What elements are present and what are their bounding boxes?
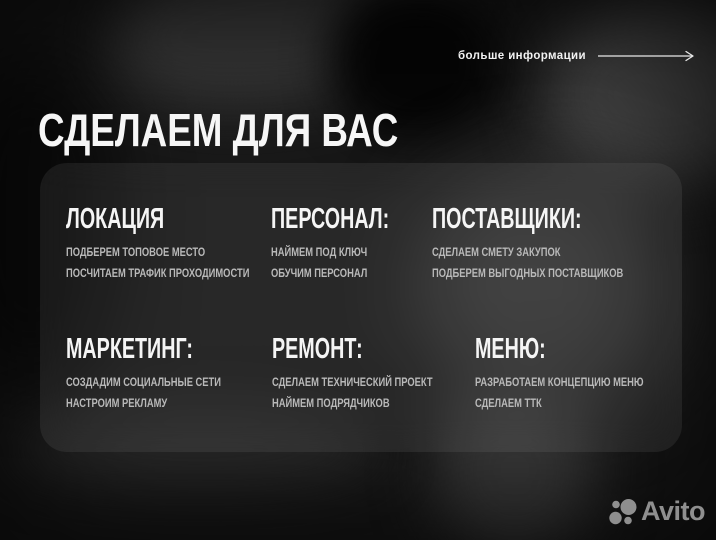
service-title: ПЕРСОНАЛ: [271,203,390,235]
service-line: ОБУЧИМ ПЕРСОНАЛ [271,266,368,280]
service-block-marketing [66,334,265,414]
service-line: ПОДБЕРЕМ ТОПОВОЕ МЕСТО [66,245,206,259]
service-line: НАЙМЕМ ПОД КЛЮЧ [271,245,368,259]
service-line: ПОДБЕРЕМ ВЫГОДНЫХ ПОСТАВЩИКОВ [432,266,624,280]
service-title: МАРКЕТИНГ: [66,333,193,365]
service-title: МЕНЮ: [475,333,546,365]
background-shape [545,5,716,185]
arrow-right-icon [597,50,695,62]
service-title: РЕМОНТ: [272,333,363,365]
service-line: ПОСЧИТАЕМ ТРАФИК ПРОХОДИМОСТИ [66,266,250,280]
service-block-location [66,204,301,284]
service-title: ЛОКАЦИЯ [66,203,165,235]
service-line: НАЙМЕМ ПОДРЯДЧИКОВ [272,396,390,410]
service-block-menu [475,334,691,414]
service-line: СОЗДАДИМ СОЦИАЛЬНЫЕ СЕТИ [66,375,222,389]
service-line: СДЕЛАЕМ ТЕХНИЧЕСКИЙ ПРОЕКТ [272,375,433,389]
more-info-link[interactable] [458,50,695,62]
avito-logo-text: Avito [641,496,705,526]
service-block-suppliers [432,204,677,284]
more-info-label: больше информации [458,50,586,62]
service-line: СДЕЛАЕМ СМЕТУ ЗАКУПОК [432,245,561,259]
avito-watermark [606,494,705,528]
service-title: ПОСТАВЩИКИ: [432,203,582,235]
avito-logo-icon [606,494,640,528]
page-title: СДЕЛАЕМ ДЛЯ ВАС [38,103,399,156]
service-line: РАЗРАБОТАЕМ КОНЦЕПЦИЮ МЕНЮ [475,375,644,389]
service-block-staff [271,204,445,284]
service-block-renovation [272,334,478,414]
service-line: СДЕЛАЕМ ТТК [475,396,542,410]
service-line: НАСТРОИМ РЕКЛАМУ [66,396,168,410]
